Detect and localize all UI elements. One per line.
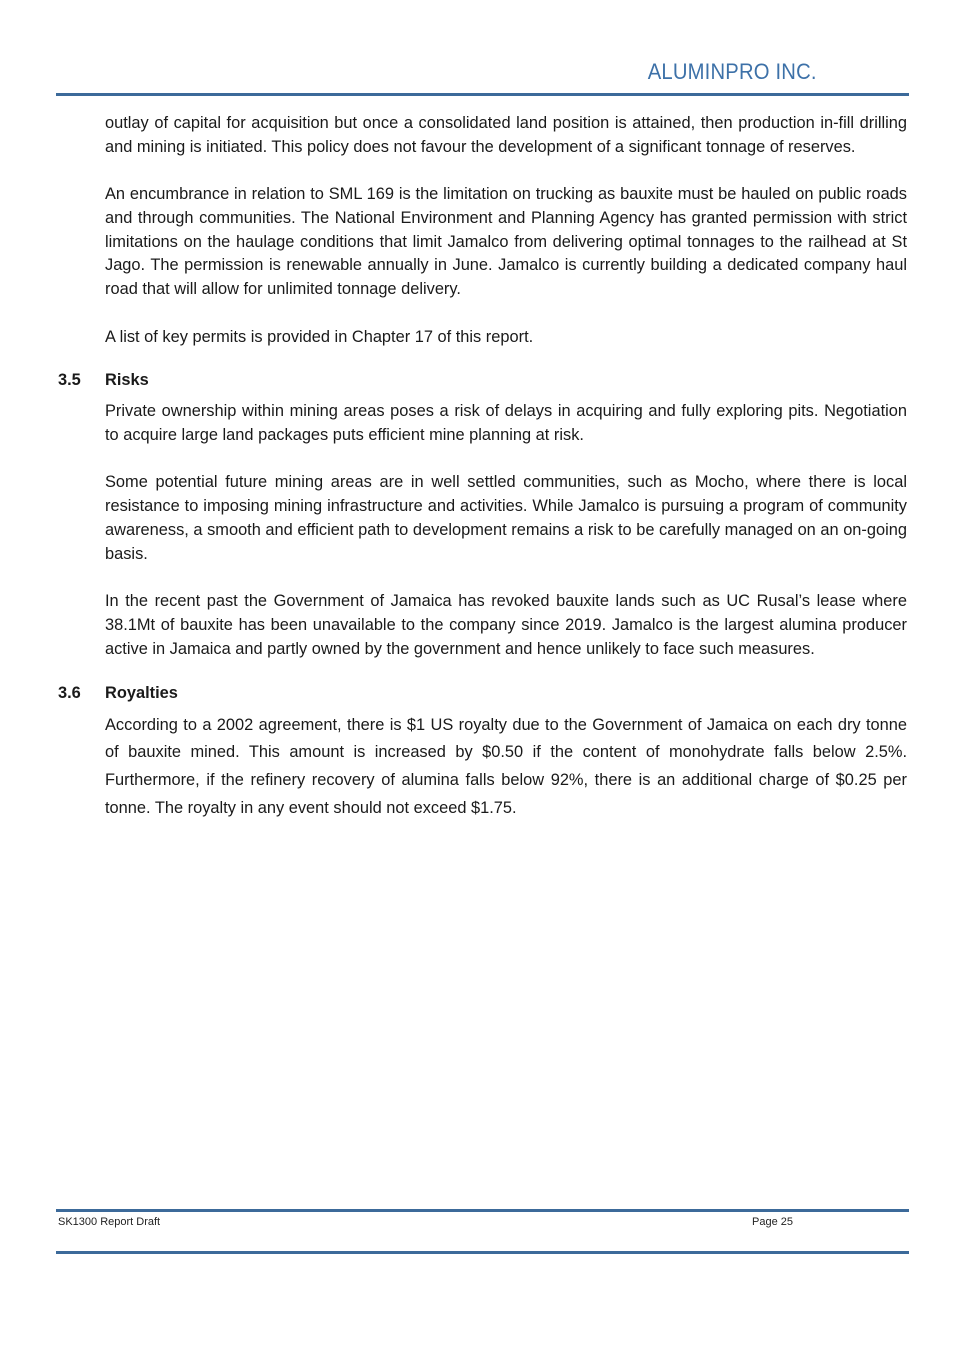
intro-paragraph-3: A list of key permits is provided in Chapter 17 of this report. bbox=[105, 327, 534, 346]
page-body bbox=[0, 112, 965, 823]
intro-paragraph-2: An encumbrance in relation to SML 169 is the limitation on trucking as bauxite must be hauled on public roads and through communities. The National Environment and Planning Agency has granted permission with strict limitations on the haulage conditions that limit Jamalco from delivering optimal tonnages to the railhead at St Jago. The permission is renewable annually in June. Jamalco is currently building a dedicated company haul road that will allow for unlimited tonnage delivery. bbox=[105, 185, 907, 299]
intro-paragraph-1: outlay of capital for acquisition but once a consolidated land position is attained, then production in-fill drilling and mining is initiated. This policy does not favour the development of a significant tonnage of reserves. bbox=[105, 114, 907, 156]
header-divider bbox=[56, 93, 909, 96]
risks-paragraph-1: Private ownership within mining areas poses a risk of delays in acquiring and fully exploring pits. Negotiation to acquire large land packages puts efficient mine planning at risk. bbox=[105, 402, 907, 445]
page-number: Page 25 bbox=[752, 1216, 793, 1228]
section-number: 3.5 bbox=[58, 371, 81, 390]
footer-divider-top bbox=[56, 1209, 909, 1212]
company-header: ALUMINPRO INC. bbox=[647, 59, 817, 84]
section-title: Royalties bbox=[105, 683, 178, 702]
section-heading-risks bbox=[0, 369, 965, 391]
royalties-paragraph: According to a 2002 agreement, there is $1 US royalty due to the Government of Jamaica on each dry tonne of bauxite mined. This amount is increased by $0.50 if the content of monohydrate falls below 2.5%. Furthermore, if the refinery recovery of alumina falls below 92%, there is an additional charge of $0.25 per tonne. The royalty in any event should not exceed $1.75. bbox=[105, 715, 907, 817]
footer-divider-bottom bbox=[56, 1251, 909, 1254]
risks-paragraph-3: In the recent past the Government of Jamaica has revoked bauxite lands such as UC Rusal’s lease where 38.1Mt of bauxite has been unavailable to the company since 2019. Jamalco is the largest alumina producer active in Jamaica and partly owned by the government and hence unlikely to face such measures. bbox=[105, 592, 907, 658]
footer-document-title: SK1300 Report Draft bbox=[58, 1216, 161, 1228]
risks-paragraph-2: Some potential future mining areas are in well settled communities, such as Mocho, where there is local resistance to imposing mining infrastructure and activities. While Jamalco is pursuing a program of community awareness, a smooth and efficient path to development remains a risk to be carefully managed on an on-going basis. bbox=[105, 473, 907, 563]
section-heading-royalties bbox=[0, 682, 965, 704]
section-number: 3.6 bbox=[58, 683, 81, 702]
section-title: Risks bbox=[105, 371, 149, 390]
